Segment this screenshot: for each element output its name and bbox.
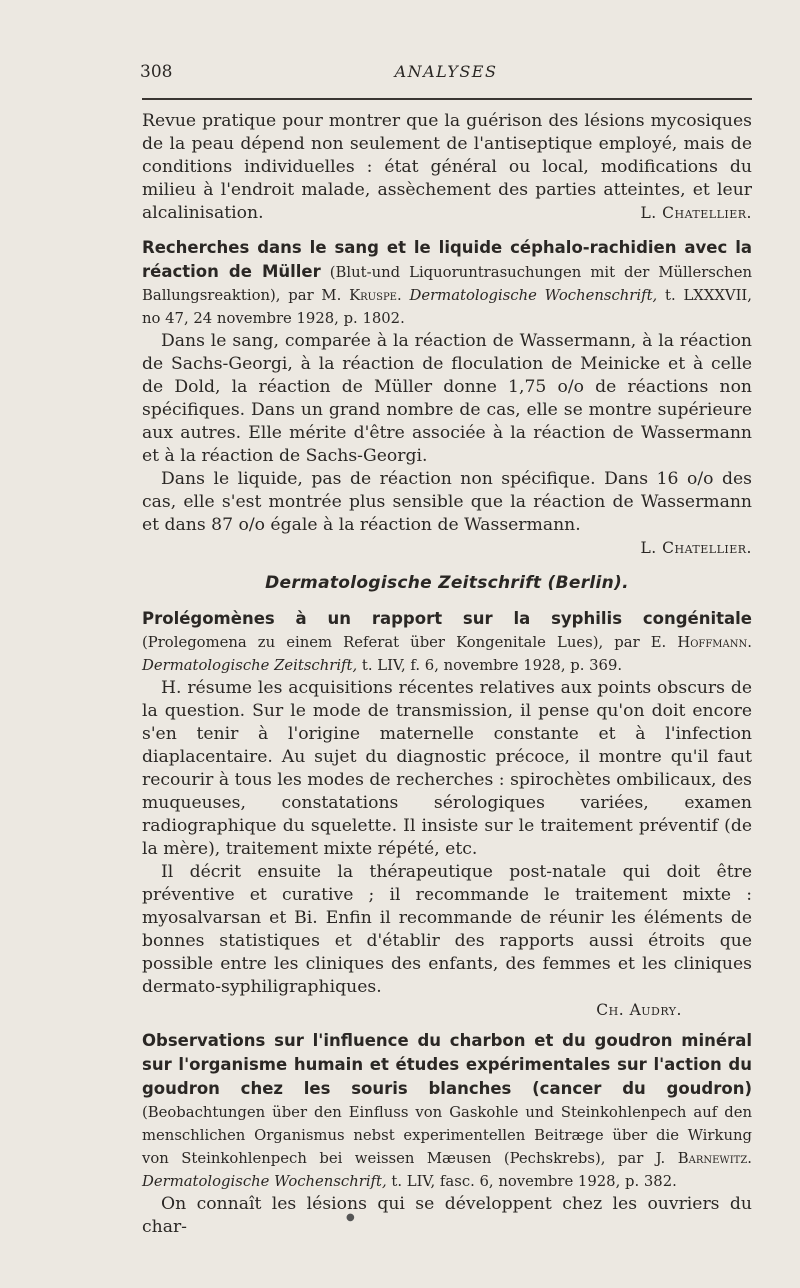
article-paragraph: H. résume les acquisitions récentes relatives aux points obscurs de la question. Sur le mode de transmission, il pense qu'on doit encore s'en tenir à l'origine maternelle constante et à l'infection diaplacentaire. Au sujet du diagnostic précoce, il montre qu'il faut recourir à tous les modes de recherches : spirochètes ombilicaux, des muqueuses, constatations sérologiques variées, examen radiographique du squelette. Il insiste sur le traitement préventif (de la mère), traitement mixte répété, etc. [142,678,752,859]
page-body [142,110,752,1239]
page-mark: ● [346,1212,355,1223]
review-paragraph: Revue pratique pour montrer que la guérison des lésions mycosiques de la peau dépend non seulement de l'antiseptique employé, mais de conditions individuelles : état général ou local, modifications du milieu à l'endroit malade, assèchement des parties atteintes, et leur alcalinisation. [142,111,752,223]
article-citation: (Prolegomena zu einem Referat über Kongenitale Lues), par E. [142,634,678,651]
article-author: Barnewitz [677,1150,748,1167]
signature: L. Chatellier. [640,539,752,557]
signature: L. Chatellier. [640,204,752,222]
article-paragraph: Dans le liquide, pas de réaction non spécifique. Dans 16 o/o des cas, elle s'est montrée plus sensible que la réaction de Wassermann et dans 87 o/o égale à la réaction de Wassermann. [142,469,752,535]
page-header [140,62,752,86]
article-author: Hoffmann [677,634,748,651]
article-journal: Dermatologische Wochenschrift, [142,1173,387,1190]
header-rule [142,98,752,100]
article-title: Observations sur l'influence du charbon et du goudron minéral sur l'organisme humain et études expérimentales sur l'action du goudron chez les souris blanches (cancer du goudron) [142,1031,752,1098]
article-heading: Prolégomènes à un rapport sur la syphilis congénitale (Prolegomena zu einem Referat über Kongenitale Lues), par E. Hoffmann. Dermatologische Zeitschrift, t. LIV, f. 6, novembre 1928, p. 369. [142,609,752,674]
article-journal: Dermatologische Wochenschrift, [409,287,658,304]
article-title: Recherches dans le sang et le liquide céphalo-rachidien avec la réaction de Müller [142,238,752,281]
article-journal: Dermatologische Zeitschrift, [142,657,358,674]
article-author: Kruspe [349,287,397,304]
section-journal-heading: Dermatologische Zeitschrift (Berlin). [265,573,629,593]
running-title: ANALYSES [394,62,498,81]
page-number: 308 [140,62,173,82]
article-citation: (Beobachtungen über den Einfluss von Gaskohle und Steinkohlenpech auf den menschlichen Organismus nebst experimentellen Beitræge über die Wirkung von Steinkohlenpech bei weissen Mæusen (Pechskrebs), par J. [142,1104,752,1167]
article-heading: Observations sur l'influence du charbon et du goudron minéral sur l'organisme humain et études expérimentales sur l'action du goudron chez les souris blanches (cancer du goudron) (Beobachtungen über den Einfluss von Gaskohle und Steinkohlenpech auf den menschlichen Organismus nebst experimentellen Beitræge über die Wirkung von Steinkohlenpech bei weissen Mæusen (Pechskrebs), par J. Barnewitz. Dermatologische Wochenschrift, t. LIV, fasc. 6, novembre 1928, p. 382. [142,1031,752,1190]
article-heading: Recherches dans le sang et le liquide céphalo-rachidien avec la réaction de Müller (Blut-und Liquoruntrasuchungen mit der Müllerschen Ballungsreaktion), par M. Kruspe. Dermatologische Wochenschrift, t. LXXXVII, no 47, 24 novembre 1928, p. 1802. [142,238,752,327]
article-paragraph: Dans le sang, comparée à la réaction de Wassermann, à la réaction de Sachs-Georgi, à la réaction de floculation de Meinicke et à celle de Dold, la réaction de Müller donne 1,75 o/o de réactions non spécifiques. Dans un grand nombre de cas, elle se montre supérieure aux autres. Elle mérite d'être associée à la réaction de Wassermann et à la réaction de Sachs-Georgi. [142,331,752,466]
article-citation: (Blut-und Liquoruntrasuchungen mit der Müllerschen Ballungsreaktion), par M. [142,264,752,304]
article-title: Prolégomènes à un rapport sur la syphilis congénitale [142,609,752,628]
article-paragraph: Il décrit ensuite la thérapeutique post-natale qui doit être préventive et curative ; il recommande le traitement mixte : myosalvarsan et Bi. Enfin il recommande de réunir les éléments de bonnes statistiques et d'établir des rapports aussi étroits que possible entre les cliniques des enfants, des femmes et les cliniques dermato-syphiligraphiques. [142,862,752,997]
signature: Ch. Audry. [596,1001,682,1019]
article-paragraph: On connaît les lésions qui se développent chez les ouvriers du char- [142,1194,752,1237]
